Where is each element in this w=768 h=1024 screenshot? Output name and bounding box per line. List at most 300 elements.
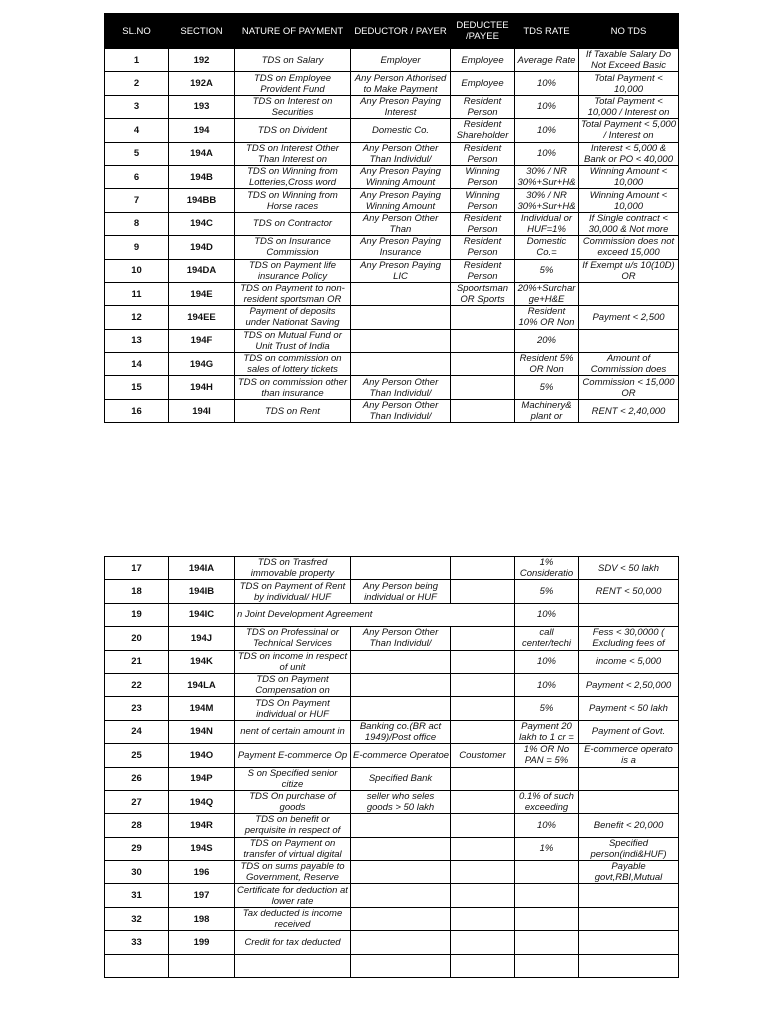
cell-deductee-payee [451,259,515,282]
cell-no-tds [579,72,679,95]
table-row [105,884,679,907]
cell-text: Resident Person [463,212,502,235]
cell-sl-no [105,884,169,907]
cell-text: 7 [133,195,140,207]
cell-text: Interest < 5,000 & Bank or PO < 40,000 [584,142,673,165]
cell-section [169,259,235,282]
cell-text: 1% OR No PAN = 5% [523,744,570,767]
table-row [105,720,679,743]
cell-deductee-payee [451,142,515,165]
cell-text: 10% [536,101,556,113]
cell-no-tds [579,650,679,673]
cell-text: 10% [536,679,556,691]
cell-tds-rate [515,767,579,790]
cell-no-tds [579,376,679,399]
cell-deductor-payer [351,399,451,422]
cell-sl-no [105,95,169,118]
cell-section [169,236,235,259]
table-body-part-2 [105,557,679,978]
cell-section [169,212,235,235]
cell-deductee-payee [451,627,515,650]
cell-deductor-payer [351,884,451,907]
cell-text: 12 [131,311,142,323]
cell-text: E-commerce operato is a [584,744,673,767]
cell-nature-of-payment [235,236,351,259]
cell-text: Payment 20 lakh to 1 cr = [519,720,574,743]
cell-text: 194EE [187,311,216,323]
cell-deductor-payer: E-commerce Operatoe [351,744,451,767]
cell-section [169,282,235,305]
cell-text: 194N [190,726,213,738]
cell-nature-of-payment [235,399,351,422]
cell-text: RENT < 2,40,000 [591,405,666,417]
cell-text: 30% / NR 30%+Sur+H& [517,189,576,212]
cell-section [169,72,235,95]
cell-tds-rate [515,282,579,305]
cell-text: Any Preson Paying LIC [360,259,441,282]
cell-section [169,673,235,696]
cell-text: 27 [131,796,142,808]
cell-sl-no [105,189,169,212]
cell-tds-rate [515,189,579,212]
cell-nature-of-payment [235,861,351,884]
cell-nature-of-payment: Payment E-commerce Op [235,744,351,767]
cell-text: Domestic Co.= [526,236,567,259]
cell-tds-rate [515,744,579,767]
table-row [105,399,679,422]
cell-nature-of-payment [235,931,351,954]
cell-nature-of-payment [235,95,351,118]
cell-deductee-payee [451,376,515,399]
cell-text: 192 [193,54,210,66]
cell-text: TDS on Winning from Lotteries,Cross word [247,166,338,189]
cell-section [169,767,235,790]
cell-deductee-payee [451,814,515,837]
cell-deductee-payee [451,119,515,142]
cell-section [169,329,235,352]
cell-text: income < 5,000 [595,656,662,668]
cell-tds-rate [515,212,579,235]
header-tds-rate: TDS RATE [515,14,579,49]
cell-sl-no [105,907,169,930]
cell-deductee-payee [451,306,515,329]
cell-text: Amount of Commission does [590,353,667,376]
cell-deductee-payee [451,282,515,305]
cell-text: 30 [131,866,142,878]
cell-text: Individual or HUF=1% [520,212,573,235]
cell-nature-of-payment [235,884,351,907]
cell-section [169,650,235,673]
cell-section [169,306,235,329]
cell-text: 10% [536,656,556,668]
cell-no-tds [579,95,679,118]
cell-sl-no [105,627,169,650]
cell-deductor-payer [351,650,451,673]
cell-sl-no [105,399,169,422]
cell-section [169,697,235,720]
cell-text: Commission < 15,000 OR [582,376,675,399]
cell-deductee-payee [451,399,515,422]
cell-text: TDS on Divident [257,124,328,136]
cell-nature-of-payment [235,837,351,860]
cell-text: 194D [190,241,213,253]
cell-text: Machinery& plant or [521,400,572,423]
cell-text: TDS on Payment on transfer of virtual digital [243,837,342,860]
cell-nature-of-payment [235,557,351,580]
cell-text: Payment < 2,50,000 [585,679,672,691]
cell-section [169,837,235,860]
cell-text: 4 [133,124,140,136]
table-row [105,236,679,259]
cell-tds-rate [515,236,579,259]
cell-tds-rate [515,72,579,95]
cell-text: 194A [190,148,213,160]
cell-text: 194DA [186,265,217,277]
cell-text: 31 [131,890,142,902]
cell-no-tds [579,259,679,282]
cell-no-tds [579,790,679,813]
cell-tds-rate [515,884,579,907]
cell-text: TDS on Insurance Commission [254,236,331,259]
cell-tds-rate [515,697,579,720]
cell-nature-of-payment [235,954,351,977]
cell-text: 194S [190,843,213,855]
cell-nature-of-payment [235,673,351,696]
cell-no-tds [579,673,679,696]
cell-deductor-payer [351,353,451,376]
cell-text: 0.1% of such exceeding [519,791,574,814]
cell-deductee-payee [451,212,515,235]
cell-text: If Taxable Salary Do Not Exceed Basic [585,49,672,72]
cell-text: TDS on Professinal or Technical Services [246,627,339,650]
cell-text: 19 [131,609,142,621]
cell-text: 194R [190,819,213,831]
cell-deductor-payer [351,282,451,305]
cell-text: Any Person Other Than Individul/ [362,400,439,423]
cell-text: 1% Consideratio [519,557,574,580]
cell-tds-rate [515,142,579,165]
cell-sl-no [105,306,169,329]
cell-text: TDS on sums payable to Government, Reserve [240,861,345,884]
cell-text: TDS on benefit or perquisite in respect of [244,814,341,837]
cell-text: 22 [131,679,142,691]
cell-section [169,814,235,837]
cell-text: Any Person Other Than Individul/ [362,627,439,650]
table-row [105,580,679,603]
table-row [105,814,679,837]
cell-text: Resident 5% OR Non [519,353,574,376]
cell-no-tds [579,744,679,767]
cell-text: TDS on Salary [261,54,324,66]
cell-text: TDS on Payment to non-resident sportsman OR [240,283,345,306]
cell-text: 10% [536,148,556,160]
tds-table-part-2 [104,556,679,978]
cell-deductor-payer [351,767,451,790]
cell-text: Any Person Other Than Individul/ [362,142,439,165]
cell-text: 198 [193,913,210,925]
cell-no-tds [579,603,679,626]
cell-section [169,720,235,743]
cell-text: Resident Person [463,142,502,165]
cell-sl-no [105,376,169,399]
cell-tds-rate [515,931,579,954]
table-row [105,282,679,305]
cell-text: Any Preson Paying Winning Amount [360,166,441,189]
cell-deductor-payer [351,814,451,837]
cell-text: 194LA [187,679,216,691]
cell-sl-no [105,119,169,142]
cell-text: Tax deducted is income received [242,908,343,931]
cell-nature-of-payment [235,767,351,790]
cell-text: RENT < 50,000 [595,586,662,598]
cell-no-tds [579,353,679,376]
cell-tds-rate [515,580,579,603]
cell-deductor-payer [351,720,451,743]
cell-no-tds [579,142,679,165]
cell-deductor-payer [351,837,451,860]
cell-no-tds [579,861,679,884]
cell-text: Total Payment < 10,000 [594,72,663,95]
tds-table-part-1 [104,13,679,423]
cell-deductor-payer [351,790,451,813]
cell-nature-of-payment [235,329,351,352]
cell-deductee-payee [451,72,515,95]
cell-deductor-payer [351,72,451,95]
cell-deductee-payee [451,580,515,603]
cell-deductee-payee [451,954,515,977]
cell-text: 192A [190,78,213,90]
cell-text: 1% [539,843,554,855]
cell-sl-no [105,72,169,95]
cell-deductor-payer [351,236,451,259]
cell-tds-rate [515,627,579,650]
cell-sl-no [105,814,169,837]
header-sl-no: SL.NO [105,14,169,49]
cell-no-tds [579,49,679,72]
cell-sl-no [105,720,169,743]
cell-text: Resident Shareholder [456,119,509,142]
cell-section [169,954,235,977]
cell-deductor-payer [351,142,451,165]
cell-deductor-payer [351,189,451,212]
cell-text: 18 [131,586,142,598]
cell-text: 3 [133,101,140,113]
cell-deductee-payee [451,697,515,720]
cell-text: 24 [131,726,142,738]
cell-deductee-payee [451,673,515,696]
cell-deductor-payer [351,673,451,696]
cell-tds-rate [515,907,579,930]
cell-tds-rate [515,557,579,580]
cell-text: 10% [536,819,556,831]
cell-no-tds [579,767,679,790]
cell-sl-no [105,557,169,580]
cell-text: Total Payment < 10,000 / Interest on [587,95,670,118]
cell-deductor-payer [351,557,451,580]
cell-text: If Single contract < 30,000 & Not more [588,212,669,235]
cell-deductee-payee [451,767,515,790]
cell-text: 5 [133,148,140,160]
cell-text: Winning Amount < 10,000 [589,166,668,189]
cell-text: 28 [131,819,142,831]
table-row [105,142,679,165]
cell-text: Commission does not exceed 15,000 [582,236,675,259]
table-row [105,119,679,142]
cell-deductor-payer [351,580,451,603]
table-row [105,627,679,650]
cell-text: 193 [193,101,210,113]
cell-section [169,165,235,188]
cell-nature-of-payment [235,306,351,329]
cell-tds-rate [515,837,579,860]
cell-deductee-payee [451,329,515,352]
cell-deductee-payee [451,49,515,72]
cell-text: 17 [131,562,142,574]
cell-text: Winning Amount < 10,000 [589,189,668,212]
cell-tds-rate [515,673,579,696]
cell-section [169,49,235,72]
table-row [105,603,679,626]
cell-text: Any Preson Paying Interest [360,95,441,118]
cell-text: TDS on Interest on Securities [252,95,333,118]
cell-section [169,376,235,399]
cell-text: TDS on Trasfred immovable property [250,557,335,580]
cell-deductor-payer [351,329,451,352]
cell-text: 194C [190,218,213,230]
table-row [105,189,679,212]
header-no-tds: NO TDS [579,14,679,49]
table-row [105,790,679,813]
table-row [105,165,679,188]
cell-text: 196 [193,866,210,878]
cell-tds-rate [515,650,579,673]
table-row [105,212,679,235]
cell-nature-of-payment [235,580,351,603]
cell-deductee-payee [451,165,515,188]
cell-sl-no [105,790,169,813]
cell-text: Any Preson Paying Insurance [360,236,441,259]
cell-text: 194BB [186,195,217,207]
cell-no-tds [579,954,679,977]
cell-sl-no [105,650,169,673]
cell-no-tds [579,627,679,650]
cell-text: 5% [539,265,554,277]
cell-no-tds [579,399,679,422]
cell-deductor-payer [351,954,451,977]
cell-text: 10% [536,78,556,90]
cell-text: SDV < 50 lakh [598,562,659,574]
cell-tds-rate [515,119,579,142]
cell-sl-no [105,329,169,352]
cell-deductee-payee [451,353,515,376]
cell-text: 194P [190,773,213,785]
cell-text: 29 [131,843,142,855]
cell-text: TDS On Payment individual or HUF [255,697,330,720]
cell-sl-no [105,580,169,603]
cell-text: Any Person being individual or HUF [363,580,438,603]
cell-nature-of-payment [235,627,351,650]
cell-sl-no [105,697,169,720]
cell-text: If Exempt u/s 10(10D) OR [582,259,675,282]
cell-sl-no [105,861,169,884]
cell-no-tds [579,189,679,212]
cell-section [169,627,235,650]
cell-no-tds [579,931,679,954]
cell-text: TDS on Mutual Fund or Unit Trust of India [243,329,342,352]
header-nature-of-payment: NATURE OF PAYMENT [235,14,351,49]
cell-no-tds [579,329,679,352]
cell-nature-of-payment [235,376,351,399]
cell-text: Any Person Other Than Individul/ [362,376,439,399]
cell-text: Resident Person [463,95,502,118]
cell-deductee-payee [451,790,515,813]
cell-text: 15 [131,382,142,394]
cell-tds-rate [515,259,579,282]
cell-text: 194G [189,358,214,370]
cell-text: 10% [536,124,556,136]
cell-text: 16 [131,405,142,417]
cell-deductor-payer [351,306,451,329]
cell-text: Any Person Other Than [362,212,439,235]
table-row [105,353,679,376]
cell-no-tds [579,697,679,720]
cell-text: 25 [131,749,142,761]
cell-text: Certificate for deduction at lower rate [237,884,348,907]
cell-text: TDS on Payment of Rent by individual/ HUF [239,580,346,603]
cell-sl-no [105,236,169,259]
cell-no-tds [579,580,679,603]
cell-sl-no [105,353,169,376]
cell-no-tds [579,165,679,188]
cell-text: 194E [190,288,213,300]
cell-deductee-payee: Coustomer [451,744,515,767]
cell-tds-rate [515,353,579,376]
cell-text: Credit for tax deducted [244,936,341,948]
cell-text: 194Q [189,796,214,808]
cell-text: Resident Person [463,259,502,282]
cell-tds-rate [515,376,579,399]
cell-text: Payment < 50 lakh [589,703,668,715]
cell-deductee-payee [451,650,515,673]
cell-text: Employer [380,54,421,66]
cell-text: 194F [190,335,213,347]
cell-section [169,790,235,813]
cell-text: 20 [131,632,142,644]
cell-text: 197 [193,890,210,902]
cell-text: TDS on Interest Other Than Interest on [246,142,339,165]
cell-tds-rate [515,49,579,72]
table-row [105,376,679,399]
cell-deductee-payee [451,95,515,118]
cell-nature-of-payment [235,697,351,720]
cell-sl-no [105,931,169,954]
table-row [105,557,679,580]
cell-sl-no [105,767,169,790]
cell-text: seller who seles goods > 50 lakh [366,791,435,814]
cell-sl-no [105,603,169,626]
cell-no-tds [579,720,679,743]
cell-nature-of-payment [235,49,351,72]
cell-text: Winning Person [465,166,500,189]
cell-deductor-payer [351,376,451,399]
header-deductor-payer: DEDUCTOR / PAYER [351,14,451,49]
cell-text: call center/techi [521,627,572,650]
cell-deductor-payer [351,259,451,282]
cell-tds-rate [515,861,579,884]
cell-deductee-payee [451,837,515,860]
cell-deductee-payee [451,236,515,259]
cell-text: 20% [536,335,556,347]
